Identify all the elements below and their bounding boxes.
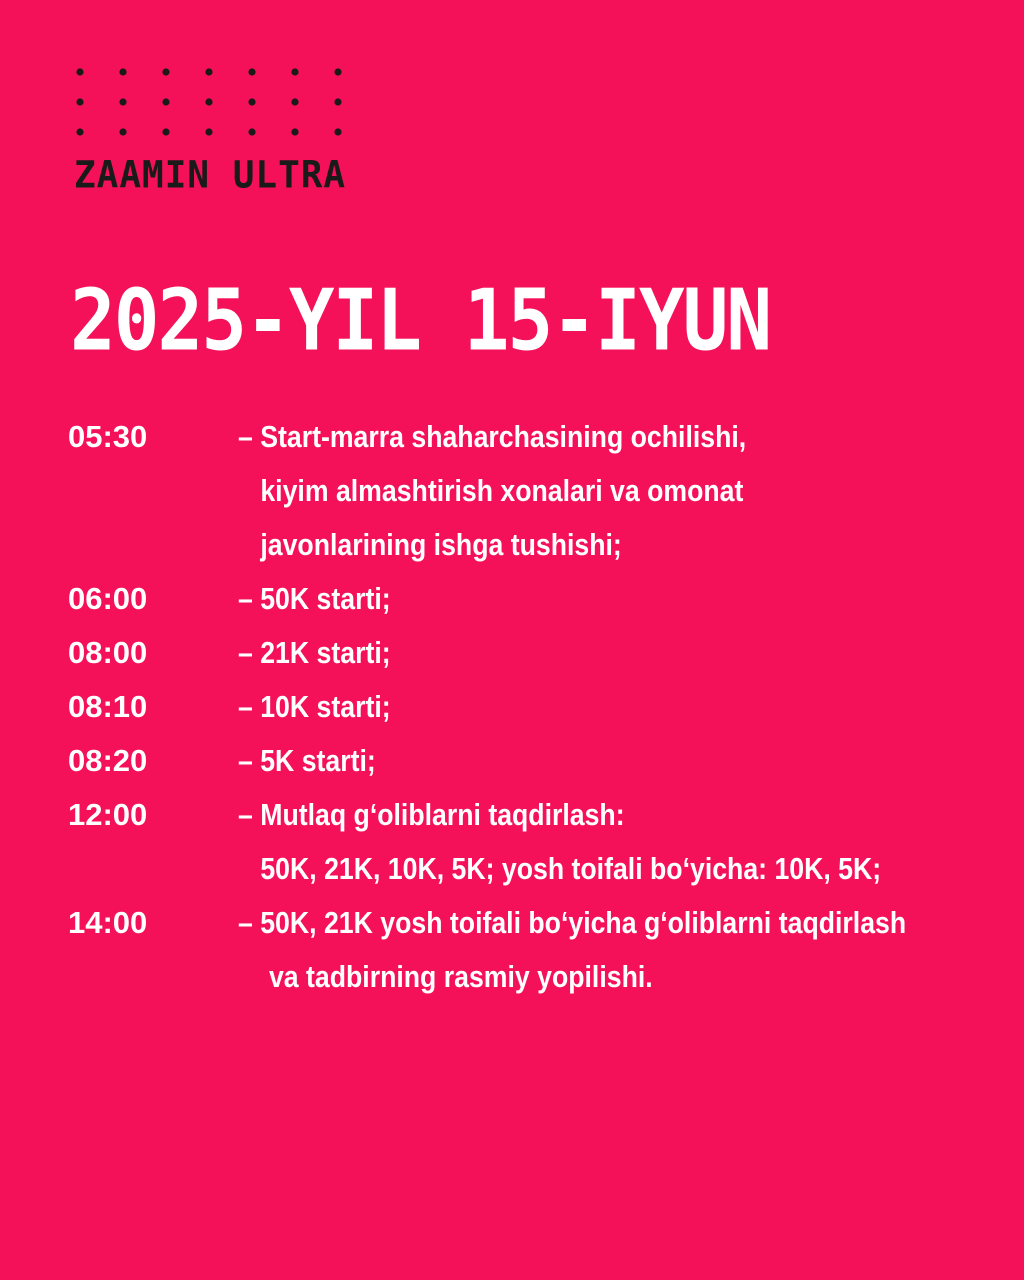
grid-dot bbox=[248, 128, 255, 135]
grid-dot bbox=[76, 128, 83, 135]
schedule-line: – 10K starti; bbox=[238, 689, 391, 724]
grid-dot bbox=[248, 98, 255, 105]
grid-dot bbox=[334, 68, 341, 75]
schedule-line: – 5K starti; bbox=[238, 743, 376, 778]
brand-name: ZAAMIN ULTRA bbox=[74, 154, 347, 198]
schedule-row bbox=[68, 410, 1008, 572]
schedule-description bbox=[238, 734, 398, 788]
schedule-description bbox=[238, 896, 1015, 1004]
schedule-description bbox=[238, 572, 415, 626]
grid-dot bbox=[205, 128, 212, 135]
schedule-time: 06:00 bbox=[68, 581, 148, 616]
schedule-description bbox=[238, 626, 415, 680]
schedule bbox=[68, 410, 1008, 1004]
schedule-line: – Start-marra shaharchasining ochilishi, bbox=[238, 419, 747, 454]
schedule-line: – 21K starti; bbox=[238, 635, 391, 670]
grid-dot bbox=[291, 68, 298, 75]
grid-dot bbox=[291, 98, 298, 105]
grid-dot bbox=[76, 98, 83, 105]
grid-dot bbox=[119, 128, 126, 135]
schedule-description bbox=[238, 410, 829, 572]
schedule-time: 12:00 bbox=[68, 797, 148, 832]
event-date-headline: 2025-YIL 15-IYUN bbox=[70, 270, 771, 370]
schedule-line: – Mutlaq g‘oliblarni taqdirlash: bbox=[238, 797, 625, 832]
schedule-row bbox=[68, 734, 1008, 788]
schedule-row bbox=[68, 572, 1008, 626]
schedule-line: javonlarining ishga tushishi; bbox=[260, 527, 622, 562]
schedule-time: 08:10 bbox=[68, 689, 148, 724]
grid-dot bbox=[205, 68, 212, 75]
schedule-description bbox=[238, 788, 986, 896]
grid-dot bbox=[119, 98, 126, 105]
grid-dot bbox=[248, 68, 255, 75]
schedule-row bbox=[68, 788, 1008, 896]
schedule-line: kiyim almashtirish xonalari va omonat bbox=[260, 473, 744, 508]
schedule-time: 08:20 bbox=[68, 743, 148, 778]
schedule-row bbox=[68, 680, 1008, 734]
grid-dot bbox=[291, 128, 298, 135]
schedule-time: 05:30 bbox=[68, 419, 148, 454]
grid-dot bbox=[205, 98, 212, 105]
grid-dot bbox=[334, 128, 341, 135]
schedule-line: 50K, 21K, 10K, 5K; yosh toifali bo‘yicha: 10K, 5K; bbox=[260, 851, 882, 886]
schedule-description bbox=[238, 680, 415, 734]
schedule-time: 14:00 bbox=[68, 905, 148, 940]
schedule-line: – 50K, 21K yosh toifali bo‘yicha g‘oliblarni taqdirlash bbox=[238, 905, 907, 940]
schedule-time: 08:00 bbox=[68, 635, 148, 670]
schedule-row bbox=[68, 626, 1008, 680]
grid-dot bbox=[162, 98, 169, 105]
dot-grid-icon bbox=[74, 66, 344, 138]
schedule-row bbox=[68, 896, 1008, 1004]
schedule-line: va tadbirning rasmiy yopilishi. bbox=[268, 959, 653, 994]
grid-dot bbox=[76, 68, 83, 75]
grid-dot bbox=[334, 98, 341, 105]
grid-dot bbox=[119, 68, 126, 75]
schedule-line: – 50K starti; bbox=[238, 581, 391, 616]
grid-dot bbox=[162, 128, 169, 135]
grid-dot bbox=[162, 68, 169, 75]
